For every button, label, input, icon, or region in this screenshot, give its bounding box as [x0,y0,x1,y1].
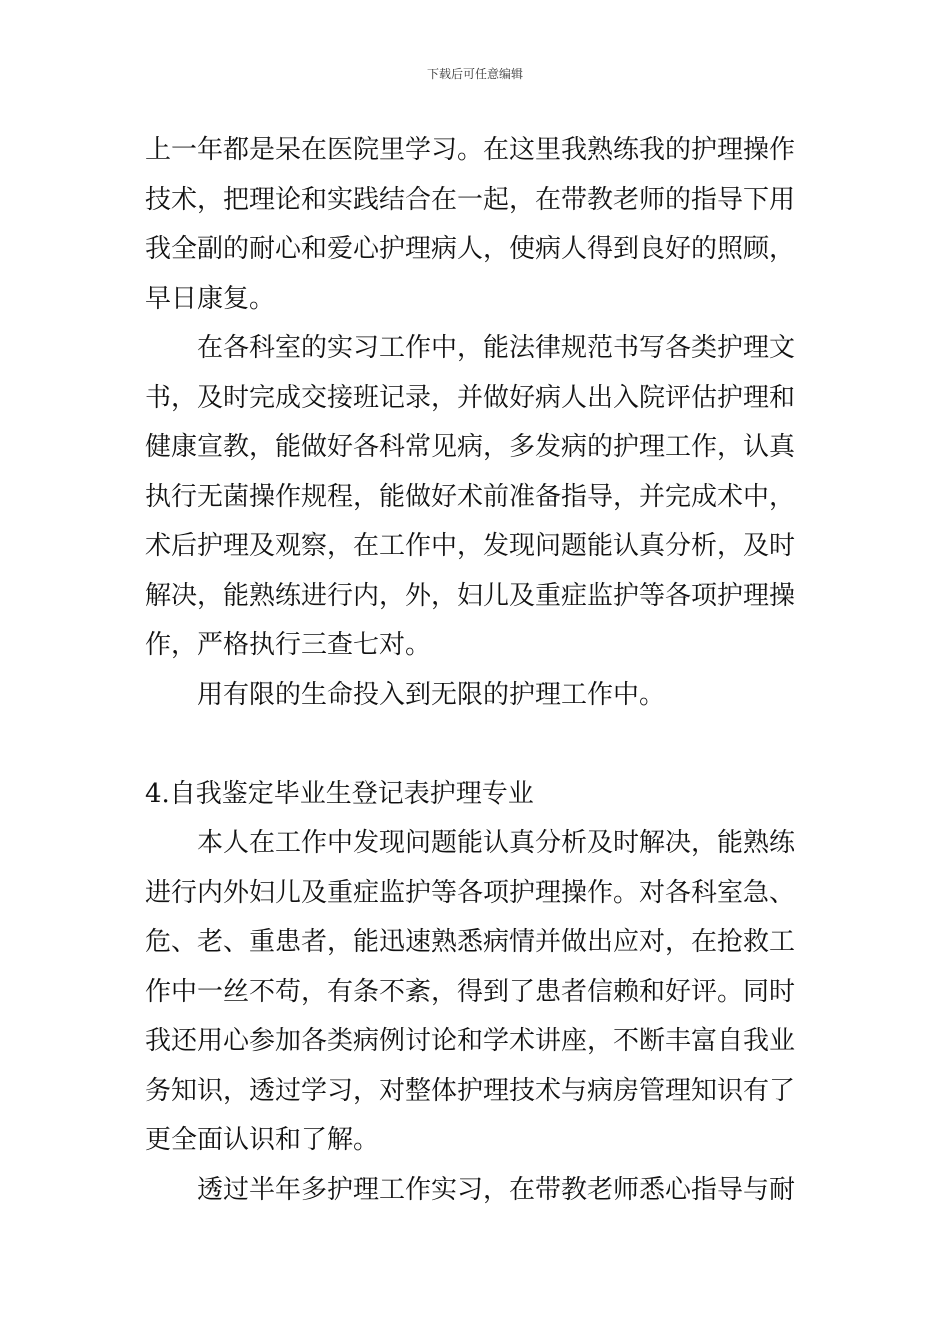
text-line: 上一年都是呆在医院里学习。在这里我熟练我的护理操作 [145,135,796,165]
paragraph-start-line: 用有限的生命投入到无限的护理工作中。 [197,679,666,710]
text-line: 执行无菌操作规程，能做好术前准备指导，并完成术中， [145,481,796,512]
text-line: 更全面认识和了解。 [145,1125,380,1155]
text-line: 作中一丝不苟，有条不紊，得到了患者信赖和好评。同时 [145,976,796,1007]
text-line: 健康宣教，能做好各科常见病，多发病的护理工作，认真 [145,432,796,462]
text-line: 解决，能熟练进行内，外，妇儿及重症监护等各项护理操 [145,580,796,611]
text-line: 务知识，透过学习，对整体护理技术与病房管理知识有了 [145,1075,796,1106]
text-line: 我还用心参加各类病例讨论和学术讲座，不断丰富自我业 [145,1026,796,1056]
text-line: 早日康复。 [145,283,276,314]
text-line: 技术，把理论和实践结合在一起，在带教老师的指导下用 [145,184,796,215]
paragraph-start-line: 透过半年多护理工作实习，在带教老师悉心指导与耐 [197,1174,796,1205]
paragraph-start-line: 在各科室的实习工作中，能法律规范书写各类护理文 [197,333,796,363]
text-line: 进行内外妇儿及重症监护等各项护理操作。对各科室急、 [145,877,796,908]
text-line: 作，严格执行三查七对。 [145,630,432,660]
text-line: 术后护理及观察，在工作中，发现问题能认真分析，及时 [145,531,796,561]
text-line: 书，及时完成交接班记录，并做好病人出入院评估护理和 [145,382,796,413]
page-header: 下载后可任意编辑 [426,67,523,81]
text-line: 危、老、重患者，能迅速熟悉病情并做出应对，在抢救工 [145,927,796,957]
paragraph-gap [145,720,810,770]
section-heading: 4.自我鉴定毕业生登记表护理专业 [145,778,534,809]
text-line: 我全副的耐心和爱心护理病人，使病人得到良好的照顾， [145,234,796,264]
body-text [145,126,810,1215]
paragraph-start-line: 本人在工作中发现问题能认真分析及时解决，能熟练 [197,828,796,858]
